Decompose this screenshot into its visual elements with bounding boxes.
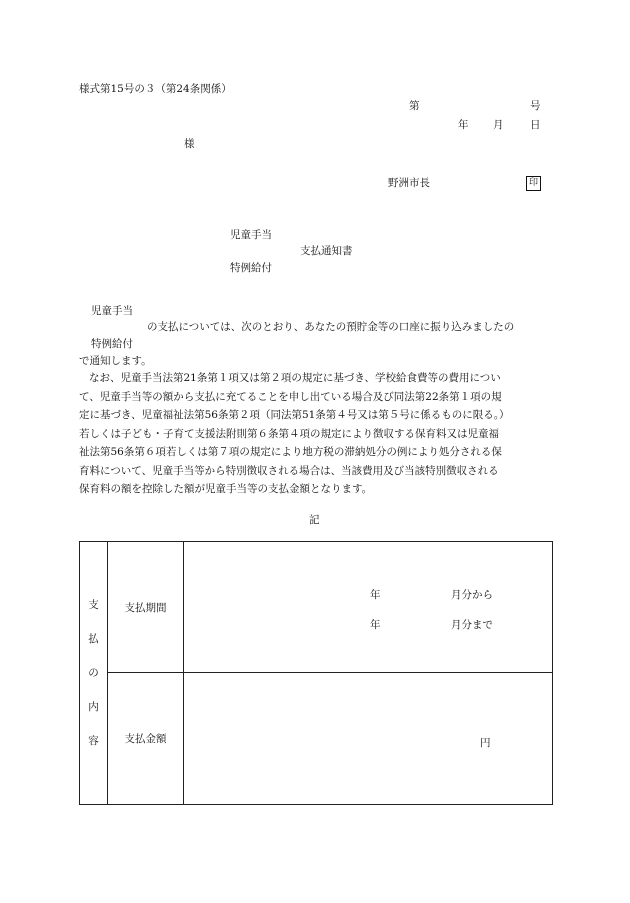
payment-amount-label: 支払金額 [108, 673, 184, 805]
notice-line: 育料について、児童手当等から特別徴収される場合は、当該費用及び当該特別徴収される [79, 464, 499, 477]
payment-period-cell [184, 542, 553, 673]
form-number: 様式第15号の３（第24条関係） [79, 83, 232, 95]
payment-amount-cell [184, 673, 553, 805]
notice-line: 祉法第56条第６項若しくは第７項の規定により地方税の滞納処分の例により処分される保 [79, 446, 502, 458]
side-char: 容 [88, 735, 99, 747]
addressee-suffix: 様 [184, 138, 195, 150]
notice-line: 定に基づき、児童福祉法第56条第２項（同法第51条第４号又は第５号に係るものに限る。） [79, 409, 510, 421]
intro-continuation: で通知します。 [79, 355, 152, 367]
period-from-month: 月分から [451, 589, 493, 601]
date-day: 日 [530, 119, 541, 131]
side-char: の [88, 667, 99, 679]
date-year: 年 [458, 119, 469, 131]
payment-period-label: 支払期間 [108, 542, 184, 673]
ki-heading: 記 [309, 514, 320, 526]
period-to-year: 年 [370, 619, 381, 631]
period-from-year: 年 [370, 589, 381, 601]
doc-number-suffix: 号 [530, 100, 541, 112]
side-char: 内 [88, 701, 99, 713]
notice-line: 保育料の額を控除した額が児童手当等の支払金額となります。 [79, 483, 373, 495]
intro-option-child-allowance: 児童手当 [91, 305, 133, 317]
doc-number-prefix: 第 [409, 100, 420, 112]
side-char: 支 [88, 599, 99, 611]
payment-content-side-label [80, 542, 108, 805]
title-option-special-benefit: 特例給付 [230, 262, 272, 274]
side-char: 払 [88, 633, 99, 645]
issuer-name: 野洲市長 [388, 177, 430, 189]
document-title: 支払通知書 [300, 245, 353, 257]
date-month: 月 [493, 119, 504, 131]
period-to-month: 月分まで [451, 619, 493, 631]
intro-option-special-benefit: 特例給付 [91, 338, 133, 350]
notice-line: 若しくは子ども・子育て支援法附則第６条第４項の規定により徴収する保育料又は児童福 [79, 427, 499, 440]
payment-details-table [79, 541, 553, 805]
intro-text: の支払については、次のとおり、あなたの預貯金等の口座に振り込みましたの [147, 321, 515, 333]
notice-line: て、児童手当等の額から支払に充てることを申し出ている場合及び同法第22条第１項の規 [79, 390, 502, 403]
notice-paragraph [79, 369, 557, 499]
notice-line: なお、児童手当法第21条第１項又は第２項の規定に基づき、学校給食費等の費用につい [89, 372, 501, 384]
seal-mark: 印 [526, 176, 541, 191]
title-option-child-allowance: 児童手当 [230, 229, 272, 241]
amount-unit: 円 [480, 737, 491, 749]
